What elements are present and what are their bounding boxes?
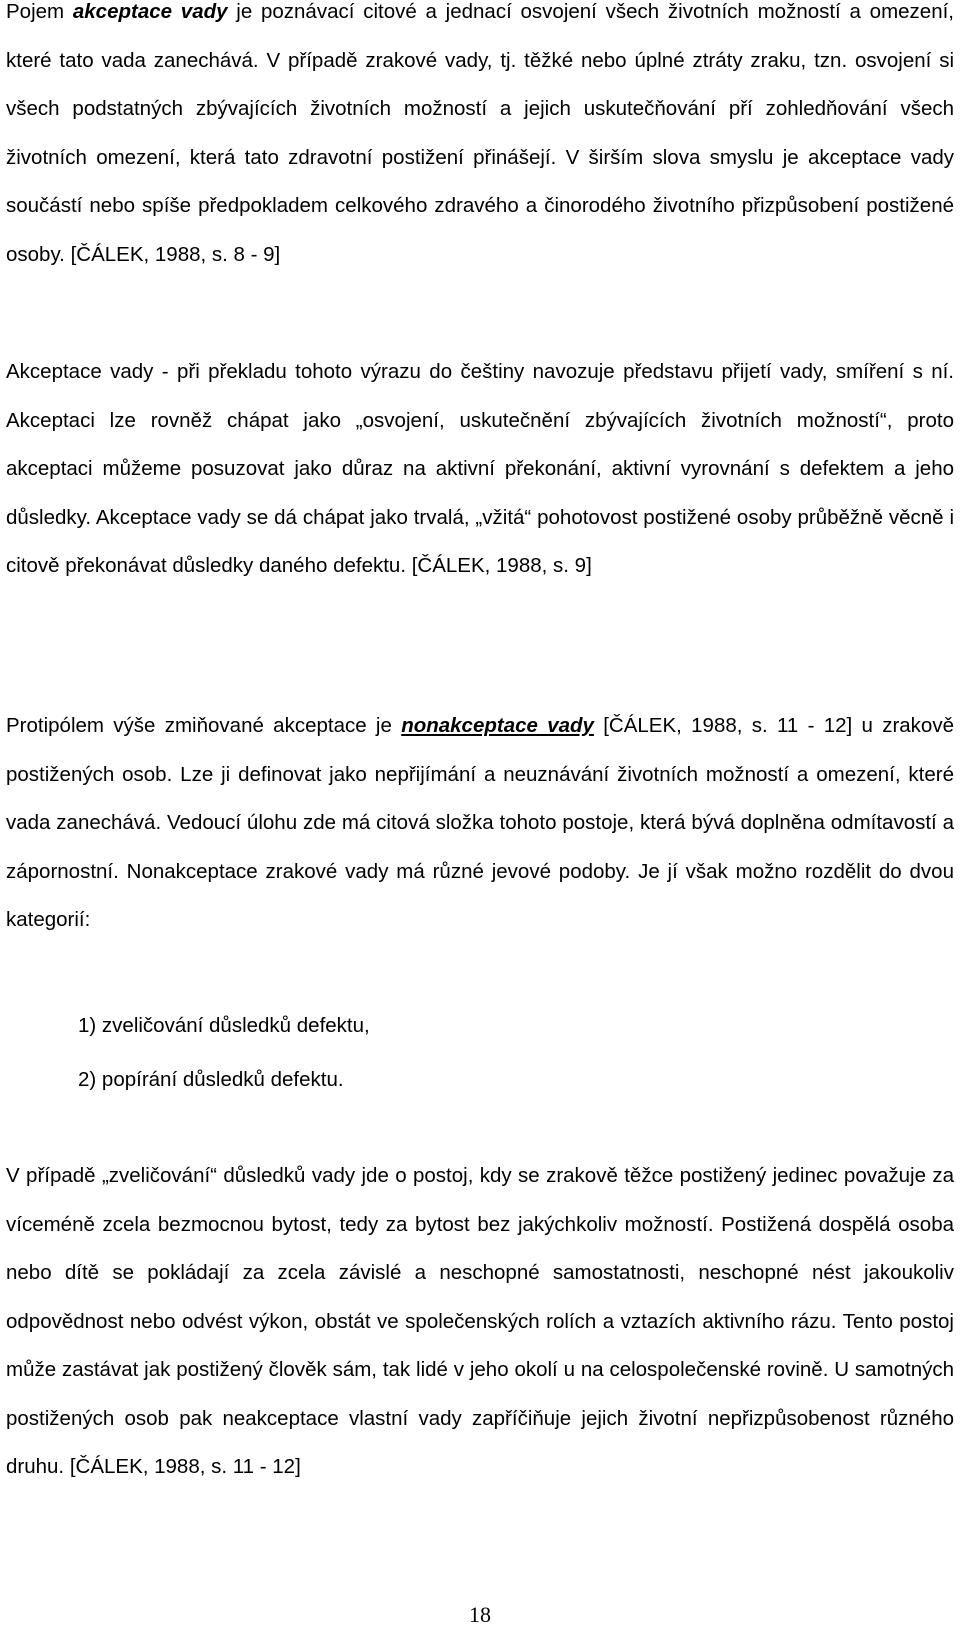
paragraph-preklad-vyrazu xyxy=(6,348,954,591)
term-nonakceptace-vady: nonakceptace vady xyxy=(401,714,594,737)
list-item-popirani: 2) popírání důsledků defektu. xyxy=(78,1068,344,1091)
list-item-zvelicovani: 1) zveličování důsledků defektu, xyxy=(78,1014,370,1037)
paragraph-text: [ČÁLEK, 1988, s. 11 - 12] u zrakově postižených osob. Lze ji definovat jako nepřijímání a neuznávání životních možností a omezení, které vada zanechává. Vedoucí úlohu zde má citová složka tohoto postoje, která bývá doplněna odmítavostí a zápornostní. Nonakceptace zrakové vady má různé jevové podoby. Je jí však možno rozdělit do dvou kategorií: xyxy=(6,714,954,931)
paragraph-zvelicovani xyxy=(6,1152,954,1492)
paragraph-akceptace-vady xyxy=(6,0,954,279)
term-akceptace-vady: akceptace vady xyxy=(72,0,228,23)
paragraph-text: Akceptace vady - při překladu tohoto výrazu do češtiny navozuje představu přijetí vady, smíření s ní. Akceptaci lze rovněž chápat jako „osvojení, uskutečnění zbývajících životních možností“, proto akceptaci můžeme posuzovat jako důraz na aktivní překonání, aktivní vyrovnání s defektem a jeho důsledky. Akceptace vady se dá chápat jako trvalá, „vžitá“ pohotovost postižené osoby průběžně věcně i citově překonávat důsledky daného defektu. [ČÁLEK, 1988, s. 9] xyxy=(6,360,954,577)
page-number: 18 xyxy=(469,1602,491,1627)
paragraph-text: Protipólem výše zmiňované akceptace je xyxy=(6,714,402,737)
paragraph-nonakceptace xyxy=(6,702,954,945)
paragraph-text: je poznávací citové a jednací osvojení všech životních možností a omezení, které tato vada zanechává. V případě zrakové vady, tj. těžké nebo úplné ztráty zraku, tzn. osvojení si všech podstatných zbývajících životních možností a jejich uskutečňování pří zohledňování všech životních omezení, která tato zdravotní postižení přinášejí. V širším slova smyslu je akceptace vady součástí nebo spíše předpokladem celkového zdravého a činorodého životního přizpůsobení postižené osoby. [ČÁLEK, 1988, s. 8 - 9] xyxy=(6,0,954,266)
paragraph-text: V případě „zveličování“ důsledků vady jde o postoj, kdy se zrakově těžce postižený jedinec považuje za víceméně zcela bezmocnou bytost, tedy za bytost bez jakýchkoliv možností. Postižená dospělá osoba nebo dítě se pokládají za zcela závislé a neschopné samostatnosti, neschopné nést jakoukoliv odpovědnost nebo odvést výkon, obstát ve společenských rolích a vztazích aktivního rázu. Tento postoj může zastávat jak postižený člověk sám, tak lidé v jeho okolí u na celospolečenské rovině. U samotných postižených osob pak neakceptace vlastní vady zapříčiňuje jejich životní nepřizpůsobenost různého druhu. [ČÁLEK, 1988, s. 11 - 12] xyxy=(6,1164,954,1478)
paragraph-text: Pojem xyxy=(6,0,73,23)
